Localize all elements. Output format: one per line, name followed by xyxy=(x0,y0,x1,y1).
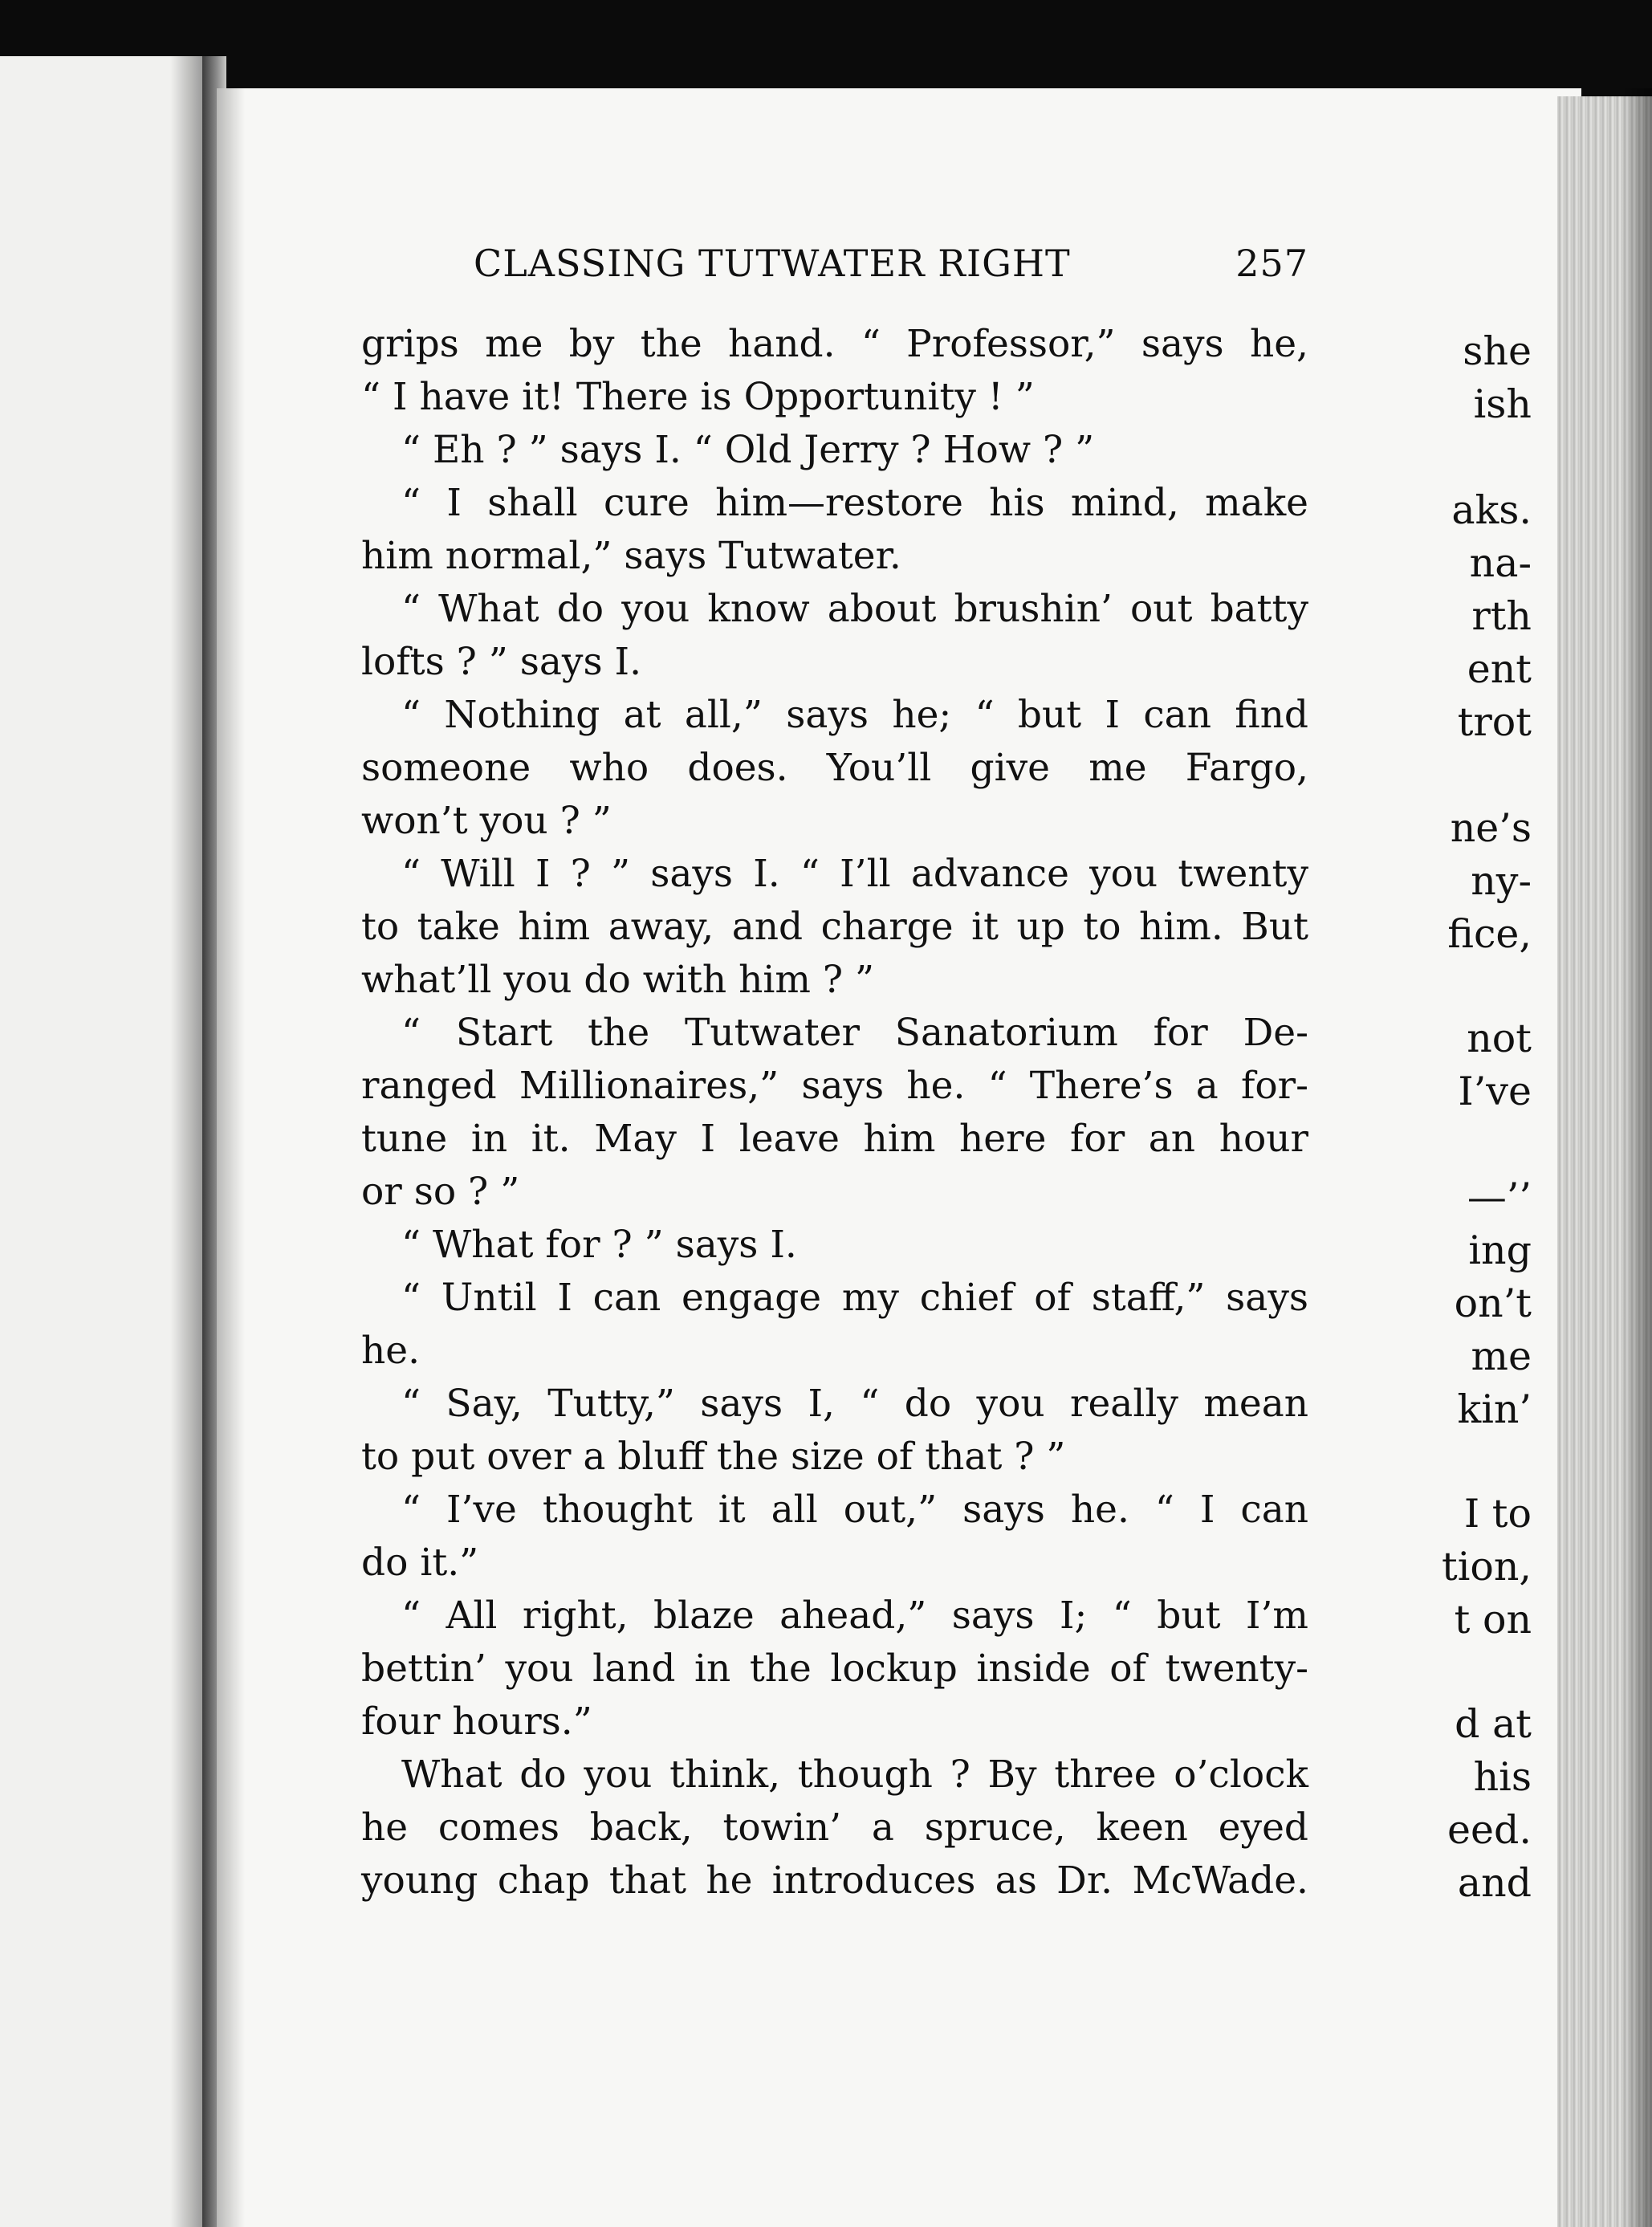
left-line: rth xyxy=(1471,593,1532,639)
text-line: young chap that he introduces as Dr. McWade. xyxy=(361,1859,1308,1903)
text-line: “ I shall cure him—restore his mind, make xyxy=(401,481,1308,525)
text-line: or so ? ” xyxy=(361,1170,520,1214)
text-line: ranged Millionaires,” says he. “ There’s a for- xyxy=(361,1064,1308,1108)
text-line: grips me by the hand. “ Professor,” says he, xyxy=(361,322,1308,366)
text-line: “ Eh ? ” says I. “ Old Jerry ? How ? ” xyxy=(401,428,1095,472)
left-line: d at xyxy=(1455,1701,1532,1747)
running-head xyxy=(474,242,1308,285)
left-line: kin’ xyxy=(1457,1386,1532,1432)
text-line: he. xyxy=(361,1329,421,1373)
text-line: “ All right, blaze ahead,” says I; “ but I’m xyxy=(401,1594,1308,1638)
left-line: me xyxy=(1471,1333,1532,1379)
left-line: and xyxy=(1457,1860,1532,1906)
text-line: lofts ? ” says I. xyxy=(361,640,642,684)
page-number: 257 xyxy=(1235,242,1308,285)
text-line: “ I’ve thought it all out,” says he. “ I can xyxy=(401,1488,1308,1532)
text-line: “ Nothing at all,” says he; “ but I can find xyxy=(401,693,1308,737)
left-line: she xyxy=(1463,328,1532,374)
text-line: he comes back, towin’ a spruce, keen eyed xyxy=(361,1806,1308,1850)
chapter-title: CLASSING TUTWATER RIGHT xyxy=(474,242,1071,285)
text-line: “ What for ? ” says I. xyxy=(401,1223,797,1267)
text-line: “ Start the Tutwater Sanatorium for De- xyxy=(401,1011,1308,1055)
left-line: ny- xyxy=(1471,858,1532,904)
left-line: his xyxy=(1473,1754,1532,1800)
left-line: I’ve xyxy=(1458,1069,1532,1114)
text-line: do it.” xyxy=(361,1541,479,1585)
left-line: fice, xyxy=(1447,911,1532,957)
left-line: eed. xyxy=(1447,1807,1532,1853)
text-line: tune in it. May I leave him here for an hour xyxy=(361,1117,1308,1161)
text-line: “ Will I ? ” says I. “ I’ll advance you twenty xyxy=(401,852,1308,896)
text-line: someone who does. You’ll give me Fargo, xyxy=(361,746,1308,790)
text-line: What do you think, though ? By three o’clock xyxy=(401,1753,1308,1797)
text-line: “ Until I can engage my chief of staff,” says xyxy=(401,1276,1308,1320)
text-line: him normal,” says Tutwater. xyxy=(361,534,901,578)
left-line: ing xyxy=(1468,1227,1532,1273)
left-line: I to xyxy=(1463,1491,1532,1537)
text-line: what’ll you do with him ? ” xyxy=(361,958,875,1002)
left-line: not xyxy=(1467,1016,1532,1061)
text-line: to put over a bluff the size of that ? ” xyxy=(361,1435,1066,1479)
left-line: ent xyxy=(1467,646,1532,692)
left-line: aks. xyxy=(1451,487,1532,533)
text-line: “ I have it! There is Opportunity ! ” xyxy=(361,375,1035,419)
text-line: won’t you ? ” xyxy=(361,799,612,843)
left-line: tion, xyxy=(1442,1544,1532,1590)
left-line: on’t xyxy=(1454,1280,1532,1326)
text-line: bettin’ you land in the lockup inside of twenty- xyxy=(361,1647,1308,1691)
text-line: to take him away, and charge it up to him. But xyxy=(361,905,1308,949)
text-line: “ Say, Tutty,” says I, “ do you really mean xyxy=(401,1382,1308,1426)
left-line: —’’ xyxy=(1467,1175,1532,1220)
text-line: “ What do you know about brushin’ out batty xyxy=(401,587,1308,631)
page-edges-shadow xyxy=(1621,88,1652,2227)
left-line: ish xyxy=(1473,381,1532,427)
left-line: t on xyxy=(1454,1597,1532,1643)
left-line: trot xyxy=(1457,699,1532,745)
text-line: four hours.” xyxy=(361,1700,592,1744)
left-line: na- xyxy=(1469,540,1532,586)
left-line: ne’s xyxy=(1450,805,1532,851)
